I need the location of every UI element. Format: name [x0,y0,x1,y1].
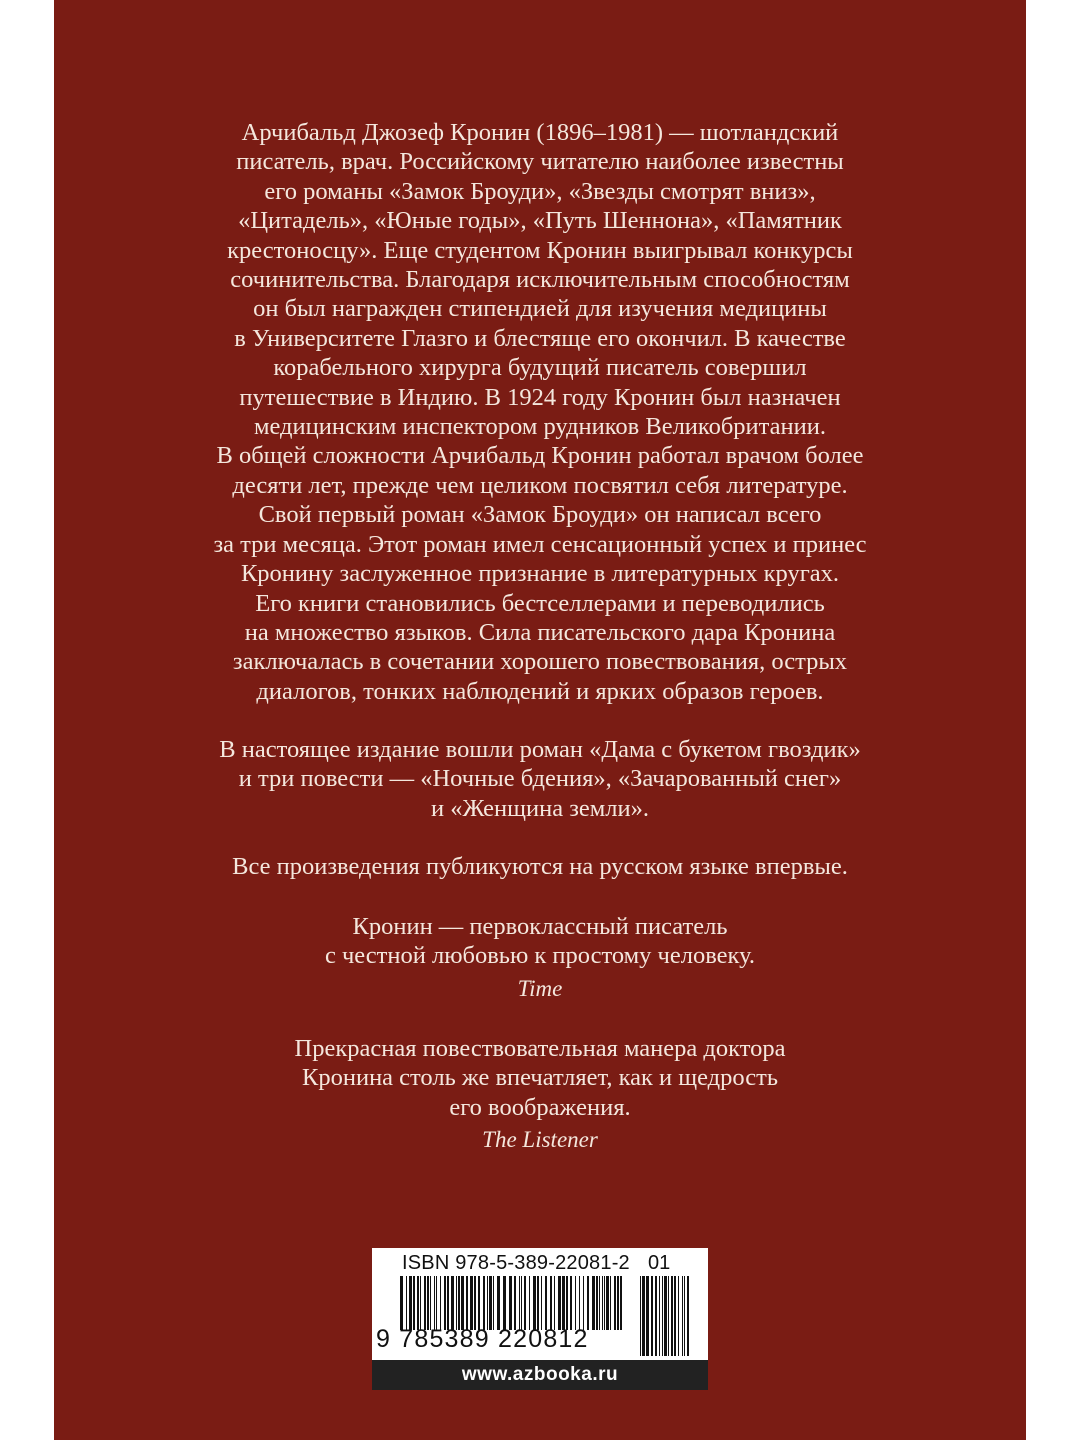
edition-contents [54,735,1026,823]
bio-line: в Университете Глазго и блестяще его окончил. В качестве [234,324,846,352]
barcode-bar [434,1276,435,1330]
barcode-bar [682,1276,683,1356]
barcode-bar [430,1276,431,1330]
bio-line: Свой первый роман «Замок Броуди» он написал всего [258,501,822,529]
first-publication-line: Все произведения публикуются на русском языке впервые. [232,853,848,880]
bio-line: В общей сложности Арчибальд Кронин работал врачом более [216,442,864,470]
quote-line: Прекрасная повествовательная манера доктора [294,1035,786,1062]
barcode-bar [533,1276,536,1330]
review-quote-listener [54,1034,1026,1155]
bio-line: диалогов, тонких наблюдений и ярких образов героев. [256,677,824,705]
barcode-bar [592,1276,595,1330]
barcode-bar [519,1276,520,1330]
barcode-bar [440,1276,441,1330]
barcode-bar [587,1276,589,1330]
barcode-bar [562,1276,565,1330]
barcode-bar [671,1276,673,1356]
barcode-bar [599,1276,600,1330]
first-publication-note [54,852,1026,881]
edition-line: и «Женщина земли». [430,794,650,822]
barcode-bar [444,1276,446,1330]
barcode-bar [659,1276,660,1356]
barcode-digits: 9 785389 220812 [376,1325,589,1353]
barcode-bar [493,1276,494,1330]
barcode-bar [509,1276,512,1330]
barcode-bar [436,1276,437,1330]
barcode-bar [466,1276,468,1330]
edition-line: и три повести — «Ночные бдения», «Зачарованный снег» [238,765,842,793]
barcode-bar [409,1276,412,1330]
barcode-bar [470,1276,473,1330]
barcode-bar [617,1276,619,1330]
bio-line: на множество языков. Сила писательского дара Кронина [244,618,836,646]
isbn-number: ISBN 978-5-389-22081-2 [402,1252,630,1274]
barcode-bar [474,1276,476,1330]
barcode-bar [655,1276,657,1356]
barcode-bar [566,1276,568,1330]
bio-line: крестоносцу». Еще студентом Кронин выигрывал конкурсы [227,236,853,264]
barcode-bar [684,1276,685,1356]
barcode-bar [614,1276,616,1330]
isbn-barcode [372,1248,708,1390]
barcode-bar [489,1276,492,1330]
barcode-bar [427,1276,429,1330]
barcode-bar [487,1276,488,1330]
barcode-bar [583,1276,584,1330]
quote-line: Кронина столь же впечатляет, как и щедрость [302,1064,778,1092]
barcode-bar [413,1276,415,1330]
barcode-bar [458,1276,460,1330]
barcode-bar [417,1276,419,1330]
publisher-url: www.azbooka.ru [372,1360,708,1390]
barcode-bar [602,1276,603,1330]
bio-line: заключалась в сочетании хорошего повествования, острых [232,648,848,676]
barcode-bar [651,1276,653,1356]
barcode-bar [461,1276,464,1330]
barcode-bar [596,1276,598,1330]
quote-source: The Listener [482,1127,598,1153]
barcode-bar [451,1276,454,1330]
barcode-bar [497,1276,500,1330]
barcode-bar [570,1276,572,1330]
isbn-addon: 01 [648,1252,671,1274]
barcode-bar [514,1276,516,1330]
barcode-bar [524,1276,526,1330]
book-back-cover [54,0,1026,1440]
barcode-bar [642,1276,645,1356]
barcode-bar [503,1276,506,1330]
quote-line: его воображения. [449,1093,631,1121]
edition-line: В настоящее издание вошли роман «Дама с букетом гвоздик» [219,736,861,763]
quote-line: с честной любовью к простому человеку. [324,942,756,970]
barcode-bar [610,1276,611,1330]
bio-line: «Цитадель», «Юные годы», «Путь Шеннона», «Памятник [238,207,842,235]
bio-line: он был награжден стипендией для изучения медицины [253,295,827,323]
bio-line: медицинским инспектором рудников Великобритании. [254,413,826,441]
barcode-bar [529,1276,530,1330]
barcode-bar [478,1276,480,1330]
barcode-bar [400,1276,403,1330]
barcode-bar [606,1276,609,1330]
barcode-bar [447,1276,449,1330]
barcode-bar [550,1276,552,1330]
barcode-bar [545,1276,547,1330]
barcode-bar [668,1276,669,1356]
barcode-bar [674,1276,676,1356]
bio-line: писатель, врач. Российскому читателю наиболее известны [236,148,844,176]
barcode-bar [620,1276,622,1330]
barcode-bar [554,1276,555,1330]
review-quote-time [54,912,1026,1003]
barcode-bar [521,1276,522,1330]
barcode-bar [456,1276,457,1330]
barcode-bar [678,1276,679,1356]
bio-line: сочинительства. Благодаря исключительным способностям [230,266,850,294]
barcode-bar [483,1276,485,1330]
barcode-bar [662,1276,663,1356]
barcode-bar [558,1276,561,1330]
bio-line: Кронину заслуженное признание в литературных кругах. [240,560,840,588]
bio-line: Его книги становились бестселлерами и переводились [255,589,825,617]
barcode-bar [604,1276,605,1330]
bio-line: за три месяца. Этот роман имел сенсационный успех и принес [213,530,867,558]
barcode-bar [579,1276,580,1330]
barcode-bar [646,1276,649,1356]
barcode-bar [664,1276,667,1356]
barcode-bar [537,1276,539,1330]
quote-source: Time [517,975,563,1001]
barcode-bar [424,1276,426,1330]
barcode-bar [687,1276,689,1356]
barcode-bar [541,1276,542,1330]
author-biography [54,118,1026,706]
barcode-bar [420,1276,421,1330]
bio-line: его романы «Замок Броуди», «Звезды смотрят вниз», [264,177,816,205]
bio-line: десяти лет, прежде чем целиком посвятил себя литературе. [232,471,848,499]
bio-line: Арчибальд Джозеф Кронин (1896–1981) — шотландский [241,119,839,146]
barcode-bar [640,1276,641,1356]
bio-line: корабельного хирурга будущий писатель совершил [273,354,807,382]
quote-line: Кронин — первоклассный писатель [352,913,728,940]
barcode-bar [406,1276,407,1330]
barcode-bar [575,1276,576,1330]
bio-line: путешествие в Индию. В 1924 году Кронин был назначен [239,383,841,411]
